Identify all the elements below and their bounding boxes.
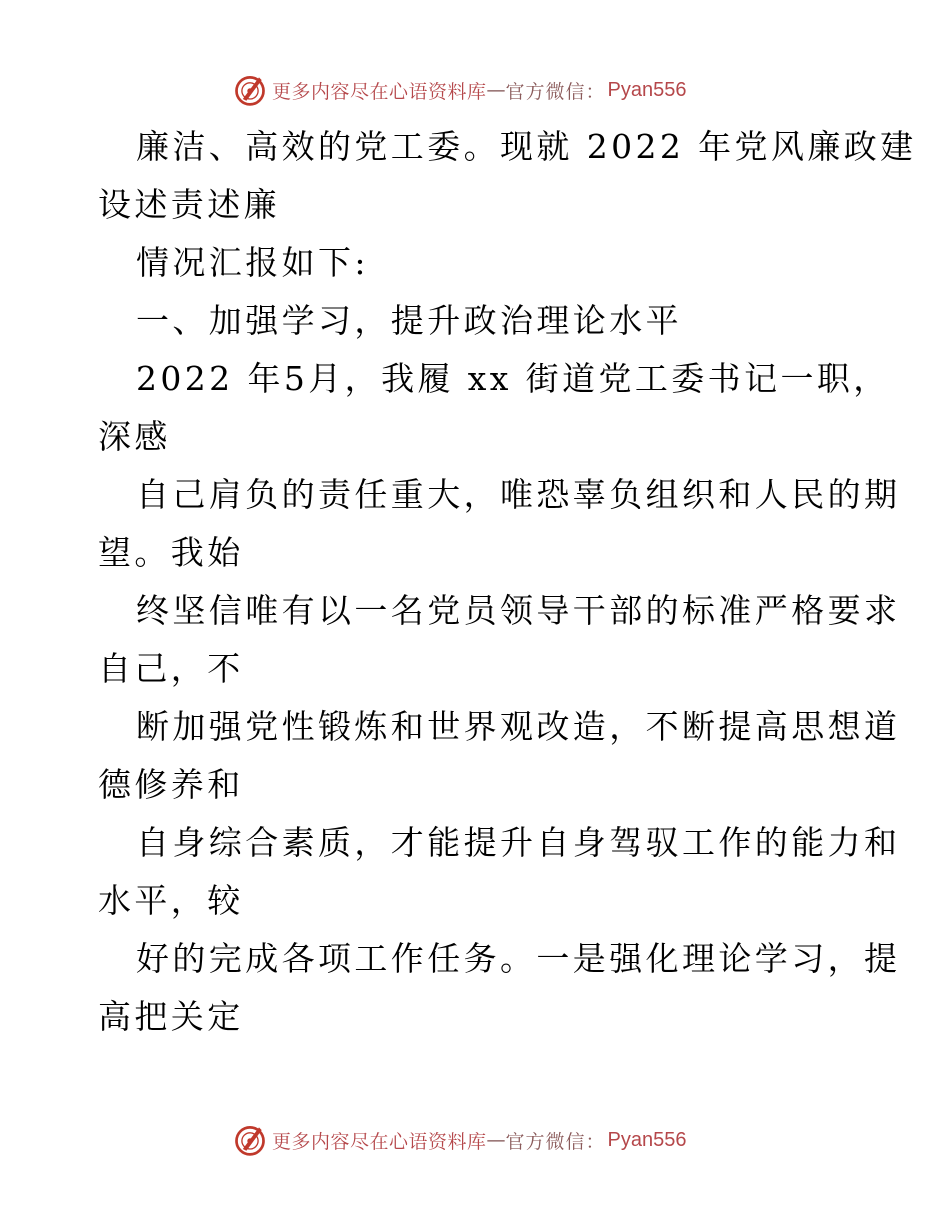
section-heading: 一、加强学习，提升政治理论水平 <box>136 301 682 340</box>
body-line: 自己肩负的责任重大，唯恐辜负组织和人民的期 <box>136 475 901 514</box>
body-line: 2022 年5月，我履 xx 街道党工委书记一职， <box>136 359 890 398</box>
body-line: 望。我始 <box>98 533 244 572</box>
body-line: 高把关定 <box>98 997 244 1036</box>
body-line: 廉洁、高效的党工委。现就 2022 年党风廉政建 <box>136 127 917 166</box>
watermark-site-text: 更多内容尽在心语资料库 <box>272 1130 487 1153</box>
body-line: 设述责述廉 <box>98 185 280 224</box>
red-quill-circle-logo-icon <box>232 72 268 108</box>
footer-watermark <box>0 1120 950 1160</box>
watermark-official-label: 官方微信： <box>505 1130 606 1153</box>
body-line: 断加强党性锻炼和世界观改造，不断提高思想道 <box>136 707 901 746</box>
body-line: 水平，较 <box>98 881 244 920</box>
body-line: 情况汇报如下: <box>136 243 369 282</box>
body-line: 自己，不 <box>98 649 244 688</box>
body-line: 自身综合素质，才能提升自身驾驭工作的能力和 <box>136 823 901 862</box>
body-line: 德修养和 <box>98 765 244 804</box>
header-watermark <box>0 70 950 110</box>
red-quill-circle-logo-icon <box>232 1122 268 1158</box>
body-line: 深感 <box>98 417 171 456</box>
watermark-site-text: 更多内容尽在心语资料库 <box>272 80 487 103</box>
watermark-separator: — <box>486 1129 506 1151</box>
watermark-separator: — <box>486 79 506 101</box>
watermark-wechat-id: Pyan556 <box>607 78 687 101</box>
body-line: 好的完成各项工作任务。一是强化理论学习，提 <box>136 939 901 978</box>
body-line: 终坚信唯有以一名党员领导干部的标准严格要求 <box>136 591 901 630</box>
watermark-official-label: 官方微信： <box>505 80 606 103</box>
watermark-wechat-id: Pyan556 <box>607 1128 687 1151</box>
